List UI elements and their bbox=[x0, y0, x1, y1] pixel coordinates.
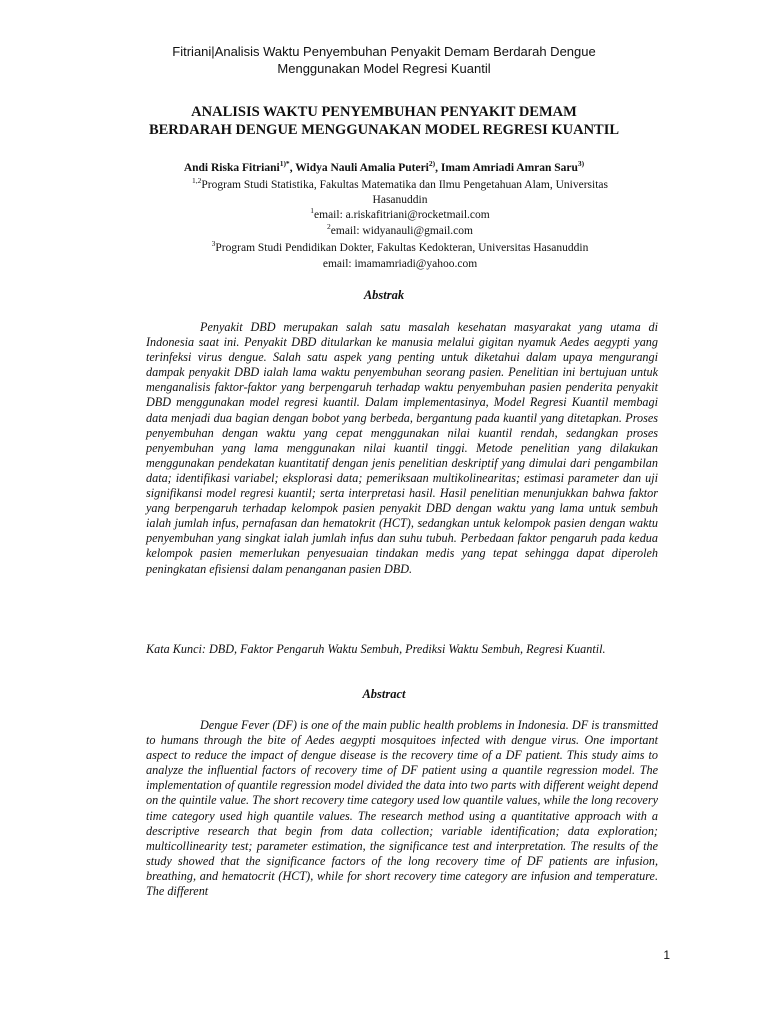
affiliation-1-2-line-2: Hasanuddin bbox=[372, 194, 428, 206]
author-1-name: Andi Riska Fitriani bbox=[183, 162, 280, 174]
affiliation-1-2 bbox=[150, 178, 650, 193]
page-number: 1 bbox=[663, 948, 670, 962]
running-head-line-2: Menggunakan Model Regresi Kuantil bbox=[277, 61, 491, 76]
affiliation-3-marker: 3 bbox=[211, 239, 216, 249]
author-1-email-marker: 1 bbox=[310, 206, 315, 216]
abstract-heading: Abstract bbox=[362, 687, 406, 701]
paper-title-line-2: BERDARAH DENGUE MENGGUNAKAN MODEL REGRESI KUANTIL bbox=[148, 122, 620, 138]
author-2-email bbox=[150, 224, 650, 239]
author-3-marker: 3) bbox=[577, 159, 585, 169]
abstrak-heading: Abstrak bbox=[363, 288, 405, 302]
abstrak-keywords: Kata Kunci: DBD, Faktor Pengaruh Waktu Sembuh, Prediksi Waktu Sembuh, Regresi Kuantil. bbox=[146, 642, 606, 656]
abstrak-body: Penyakit DBD merupakan salah satu masalah kesehatan masyarakat yang utama di Indonesia saat ini. Penyakit DBD ditularkan ke manusia melalui gigitan nyamuk Aedes aegypti yang terinfeksi virus dengue. Salah satu aspek yang penting untuk diketahui dalam upaya mengurangi dampak penyakit DBD ialah lama waktu penyembuhan seorang pasien. Penelitian ini bertujuan untuk menganalisis faktor-faktor yang berpengaruh terhadap waktu penyembuhan pasien penderita penyakit DBD menggunakan model regresi kuantil. Dalam implementasinya, Model Regresi Kuantil membagi data menjadi dua bagian dengan bobot yang berbeda, bergantung pada kuantil yang ditetapkan. Proses penyembuhan dengan waktu yang cepat menggunakan nilai kuantil rendah, sedangkan proses penyembuhan yang lama menggunakan nilai kuantil tinggi. Metode penelitian yang dilakukan menggunakan pendekatan kuantitatif dengan jenis penelitian deskriptif yang dimulai dari pengambilan data; identifikasi variabel; eksplorasi data; pemeriksaan multikolinearitas; estimasi parameter dan uji signifikansi model regresi kuantil; serta interpretasi hasil. Hasil penelitian menunjukkan bahwa faktor yang berpengaruh terhadap kelompok pasien penyakit DBD dengan waktu yang lama untuk sembuh ialah jumlah infus, pernafasan dan hematokrit (HCT), sedangkan untuk kelompok pasien dengan waktu penyembuhan yang singkat ialah jumlah infus dan suhu tubuh. Perbedaan faktor pengaruh pada kedua kelompok pasien memerlukan penyesuaian tindakan medis yang tepat sehingga dapat diperoleh peningkatan efisiensi dalam penanganan pasien DBD. bbox=[146, 320, 658, 576]
running-head bbox=[110, 43, 658, 77]
author-3-name: , Imam Amriadi Amran Saru bbox=[435, 162, 578, 174]
paper-title bbox=[110, 103, 658, 139]
paper-title-line-1: ANALISIS WAKTU PENYEMBUHAN PENYAKIT DEMAM bbox=[191, 104, 577, 120]
author-3-email: email: imamamriadi@yahoo.com bbox=[322, 258, 478, 270]
author-2-email-marker: 2 bbox=[327, 222, 331, 232]
affiliation-3 bbox=[150, 241, 650, 256]
abstract-body: Dengue Fever (DF) is one of the main public health problems in Indonesia. DF is transmitted to humans through the bite of Aedes aegypti mosquitoes infected with dengue virus. One important aspect to reduce the impact of dengue disease is the recovery time of a DF patient. This study aims to analyze the influential factors of recovery time of DF patient using a quantile regression model. The implementation of quantile regression model divided the data into two parts with different weight depend on the quintile value. The short recovery time category used low quantile values, while the long recovery time category used high quantile values. The research method using a quantitative approach with a descriptive research that begin from data collection; variable identification; data exploration; multicollinearity test; parameter estimation, the significance test and interpretation. The results of the study showed that the significance factors of the long recovery time of DF patients are infusion, breathing, and hematocrit (HCT), while for short recovery time category are infusion and temperature. The different bbox=[146, 718, 658, 899]
author-1-email-text: email: a.riskafitriani@rocketmail.com bbox=[314, 209, 490, 221]
affiliation-3-text: Program Studi Pendidikan Dokter, Fakultas Kedokteran, Universitas Hasanuddin bbox=[215, 242, 589, 254]
author-list bbox=[110, 160, 658, 176]
running-head-line-1: Fitriani|Analisis Waktu Penyembuhan Penyakit Demam Berdarah Dengue bbox=[172, 44, 596, 59]
author-1-email bbox=[150, 208, 650, 223]
author-2-name: , Widya Nauli Amalia Puteri bbox=[289, 162, 429, 174]
author-2-email-text: email: widyanauli@gmail.com bbox=[330, 225, 473, 237]
author-1-marker: 1)* bbox=[279, 159, 290, 169]
affiliation-1-2-marker: 1,2 bbox=[192, 176, 202, 186]
author-2-marker: 2) bbox=[428, 159, 436, 169]
affiliation-1-2-text: Program Studi Statistika, Fakultas Matematika dan Ilmu Pengetahuan Alam, Universitas bbox=[201, 179, 608, 191]
